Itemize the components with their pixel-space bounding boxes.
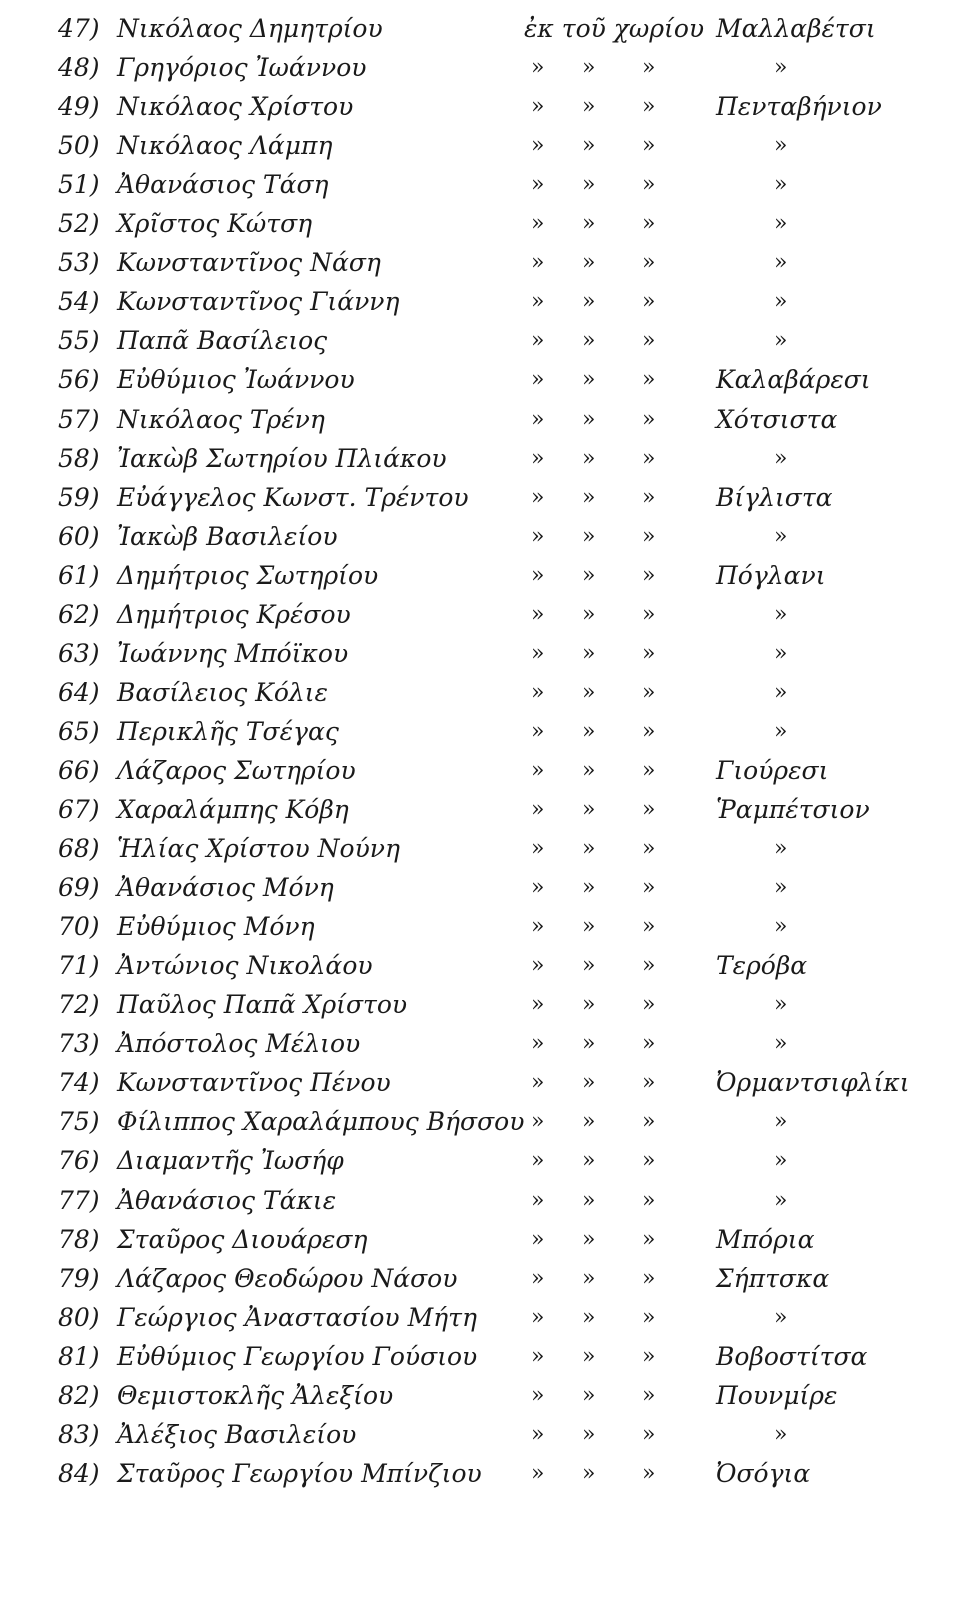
ditto-mark: » bbox=[531, 679, 545, 705]
ditto-mark: » bbox=[774, 55, 788, 81]
ditto-mark: » bbox=[642, 172, 656, 198]
ditto-mark: » bbox=[531, 1109, 545, 1135]
ditto-mark: » bbox=[774, 289, 788, 315]
ditto-mark: » bbox=[582, 1265, 596, 1291]
person-name: Βασίλειος Κόλιε bbox=[117, 677, 328, 707]
entry-number: 63) bbox=[58, 638, 100, 668]
list-item bbox=[0, 1415, 976, 1455]
ditto-mark: » bbox=[642, 1031, 656, 1057]
ditto-mark: » bbox=[642, 992, 656, 1018]
ditto-mark: » bbox=[642, 1382, 656, 1408]
person-name: Κωνσταντῖνος Πένου bbox=[117, 1068, 391, 1098]
ditto-mark: » bbox=[531, 1187, 545, 1213]
entry-number: 51) bbox=[58, 170, 100, 200]
ditto-mark: » bbox=[582, 562, 596, 588]
ditto-mark: » bbox=[642, 836, 656, 862]
ditto-mark: » bbox=[642, 94, 656, 120]
entry-number: 52) bbox=[58, 209, 100, 239]
ditto-mark: » bbox=[582, 992, 596, 1018]
person-name: Νικόλαος Λάμπη bbox=[117, 131, 333, 161]
ditto-mark: » bbox=[531, 172, 545, 198]
ditto-mark: » bbox=[582, 406, 596, 432]
person-name: Δημήτριος Κρέσου bbox=[117, 599, 351, 629]
village-name: Τερόβα bbox=[716, 951, 808, 981]
entry-number: 84) bbox=[58, 1458, 100, 1488]
list-item bbox=[0, 165, 976, 205]
list-item bbox=[0, 360, 976, 400]
person-name: Εὐθύμιος Μόνη bbox=[117, 912, 315, 942]
ditto-mark: » bbox=[531, 1148, 545, 1174]
person-name: Ἀλέξιος Βασιλείου bbox=[117, 1419, 357, 1449]
entry-number: 66) bbox=[58, 755, 100, 785]
entry-number: 76) bbox=[58, 1146, 100, 1176]
ditto-mark: » bbox=[582, 1382, 596, 1408]
person-name: Ἰωάννης Μπόϊκου bbox=[117, 638, 349, 668]
person-name: Διαμαντῆς Ἰωσήφ bbox=[117, 1146, 344, 1176]
ditto-mark: » bbox=[531, 445, 545, 471]
ditto-mark: » bbox=[582, 1070, 596, 1096]
ditto-mark: » bbox=[774, 718, 788, 744]
person-name: Λάζαρος Σωτηρίου bbox=[117, 755, 356, 785]
list-item bbox=[0, 1454, 976, 1494]
entry-number: 62) bbox=[58, 599, 100, 629]
list-item bbox=[0, 400, 976, 440]
entry-number: 73) bbox=[58, 1029, 100, 1059]
entry-number: 83) bbox=[58, 1419, 100, 1449]
list-item bbox=[0, 1220, 976, 1260]
village-name: Ὀσόγια bbox=[716, 1458, 811, 1488]
person-name: Γεώργιος Ἀναστασίου Μήτη bbox=[117, 1302, 477, 1332]
ditto-mark: » bbox=[774, 1109, 788, 1135]
ditto-mark: » bbox=[582, 250, 596, 276]
list-item bbox=[0, 946, 976, 986]
ditto-mark: » bbox=[582, 445, 596, 471]
ditto-mark: » bbox=[582, 94, 596, 120]
entry-number: 78) bbox=[58, 1224, 100, 1254]
ditto-mark: » bbox=[774, 133, 788, 159]
ditto-mark: » bbox=[582, 1109, 596, 1135]
ditto-mark: » bbox=[642, 875, 656, 901]
ditto-mark: » bbox=[582, 1343, 596, 1369]
entry-number: 69) bbox=[58, 873, 100, 903]
list-item bbox=[0, 1337, 976, 1377]
village-name: Ὀρμαντσιφλίκι bbox=[716, 1068, 910, 1098]
person-name: Εὐθύμιος Ἰωάννου bbox=[117, 365, 355, 395]
ditto-mark: » bbox=[582, 718, 596, 744]
ditto-mark: » bbox=[531, 55, 545, 81]
list-item bbox=[0, 1063, 976, 1103]
ditto-mark: » bbox=[531, 718, 545, 744]
entry-number: 60) bbox=[58, 521, 100, 551]
entry-number: 81) bbox=[58, 1341, 100, 1371]
ditto-mark: » bbox=[531, 757, 545, 783]
ditto-mark: » bbox=[642, 914, 656, 940]
person-name: Γρηγόριος Ἰωάννου bbox=[117, 53, 367, 83]
village-name: Ῥαμπέτσιον bbox=[716, 795, 870, 824]
ditto-mark: » bbox=[531, 94, 545, 120]
ditto-mark: » bbox=[642, 718, 656, 744]
entry-number: 77) bbox=[58, 1185, 100, 1215]
ditto-mark: » bbox=[582, 914, 596, 940]
person-name: Ἡλίας Χρίστου Νούνη bbox=[117, 834, 400, 864]
ditto-mark: » bbox=[582, 1421, 596, 1447]
person-name: Παπᾶ Βασίλειος bbox=[117, 326, 328, 356]
ditto-mark: » bbox=[531, 328, 545, 354]
entry-number: 65) bbox=[58, 716, 100, 746]
village-name: Πενταβήνιον bbox=[716, 92, 882, 122]
ditto-mark: » bbox=[531, 133, 545, 159]
entry-number: 49) bbox=[58, 92, 100, 122]
ditto-mark: » bbox=[774, 328, 788, 354]
ditto-mark: » bbox=[582, 289, 596, 315]
ditto-mark: » bbox=[642, 1421, 656, 1447]
ditto-mark: » bbox=[642, 250, 656, 276]
list-item bbox=[0, 1141, 976, 1181]
list-item bbox=[0, 243, 976, 283]
person-name: Σταῦρος Διουάρεση bbox=[117, 1224, 368, 1254]
ditto-mark: » bbox=[774, 1304, 788, 1330]
entry-number: 54) bbox=[58, 287, 100, 317]
entry-number: 71) bbox=[58, 951, 100, 981]
entry-number: 74) bbox=[58, 1068, 100, 1098]
person-name: Νικόλαος Χρίστου bbox=[117, 92, 354, 122]
ditto-mark: » bbox=[582, 367, 596, 393]
ditto-mark: » bbox=[582, 1460, 596, 1486]
list-item bbox=[0, 1298, 976, 1338]
person-name: Σταῦρος Γεωργίου Μπίνζιου bbox=[117, 1458, 482, 1488]
ditto-mark: » bbox=[642, 55, 656, 81]
ditto-mark: » bbox=[582, 601, 596, 627]
ditto-mark: » bbox=[582, 172, 596, 198]
ditto-mark: » bbox=[531, 836, 545, 862]
person-name: Ἀπόστολος Μέλιου bbox=[117, 1029, 361, 1059]
ditto-mark: » bbox=[774, 836, 788, 862]
entry-number: 58) bbox=[58, 443, 100, 473]
ditto-mark: » bbox=[582, 523, 596, 549]
ditto-mark: » bbox=[774, 1031, 788, 1057]
ditto-mark: » bbox=[774, 523, 788, 549]
ditto-mark: » bbox=[531, 992, 545, 1018]
ditto-mark: » bbox=[642, 133, 656, 159]
entry-number: 82) bbox=[58, 1380, 100, 1410]
list-item bbox=[0, 321, 976, 361]
list-item bbox=[0, 282, 976, 322]
person-name: Παῦλος Παπᾶ Χρίστου bbox=[117, 990, 408, 1020]
ditto-mark: » bbox=[642, 406, 656, 432]
village-name: Πόγλανι bbox=[716, 560, 826, 590]
village-name: Μαλλαβέτσι bbox=[716, 14, 876, 43]
list-item bbox=[0, 126, 976, 166]
village-name: Γιούρεσι bbox=[716, 755, 829, 785]
ditto-mark: » bbox=[531, 1265, 545, 1291]
origin-phrase: ἐκ τοῦ χωρίου bbox=[524, 14, 705, 43]
list-item bbox=[0, 439, 976, 479]
list-item bbox=[0, 673, 976, 713]
ditto-mark: » bbox=[642, 1109, 656, 1135]
person-name: Ἀθανάσιος Τάκιε bbox=[117, 1185, 337, 1215]
person-name: Κωνσταντῖνος Νάση bbox=[117, 248, 381, 278]
entry-number: 55) bbox=[58, 326, 100, 356]
ditto-mark: » bbox=[642, 1070, 656, 1096]
ditto-mark: » bbox=[582, 679, 596, 705]
ditto-mark: » bbox=[531, 1304, 545, 1330]
ditto-mark: » bbox=[582, 836, 596, 862]
ditto-mark: » bbox=[642, 797, 656, 822]
ditto-mark: » bbox=[531, 640, 545, 666]
ditto-mark: » bbox=[582, 875, 596, 901]
ditto-mark: » bbox=[642, 757, 656, 783]
person-name: Θεμιστοκλῆς Ἀλεξίου bbox=[117, 1380, 394, 1410]
list-item bbox=[0, 556, 976, 596]
list-item bbox=[0, 1259, 976, 1299]
ditto-mark: » bbox=[531, 562, 545, 588]
ditto-mark: » bbox=[582, 640, 596, 666]
village-name: Μπόρια bbox=[716, 1224, 815, 1254]
list-item bbox=[0, 712, 976, 752]
ditto-mark: » bbox=[774, 992, 788, 1018]
list-item bbox=[0, 517, 976, 557]
entry-number: 72) bbox=[58, 990, 100, 1020]
ditto-mark: » bbox=[582, 484, 596, 510]
ditto-mark: » bbox=[582, 1148, 596, 1174]
entry-number: 57) bbox=[58, 404, 100, 434]
ditto-mark: » bbox=[642, 1148, 656, 1174]
ditto-mark: » bbox=[582, 55, 596, 81]
person-name: Λάζαρος Θεοδώρου Νάσου bbox=[117, 1263, 458, 1293]
ditto-mark: » bbox=[531, 211, 545, 237]
ditto-mark: » bbox=[642, 1226, 656, 1252]
entry-number: 70) bbox=[58, 912, 100, 942]
ditto-mark: » bbox=[582, 328, 596, 354]
ditto-mark: » bbox=[531, 875, 545, 901]
ditto-mark: » bbox=[642, 1265, 656, 1291]
ditto-mark: » bbox=[774, 914, 788, 940]
ditto-mark: » bbox=[531, 1343, 545, 1369]
list-item bbox=[0, 1376, 976, 1416]
village-name: Βοβοστίτσα bbox=[716, 1341, 868, 1371]
ditto-mark: » bbox=[531, 601, 545, 627]
ditto-mark: » bbox=[774, 250, 788, 276]
ditto-mark: » bbox=[531, 1070, 545, 1096]
ditto-mark: » bbox=[531, 484, 545, 510]
ditto-mark: » bbox=[642, 328, 656, 354]
person-name: Ἀθανάσιος Μόνη bbox=[117, 873, 334, 903]
list-item bbox=[0, 48, 976, 88]
person-name: Περικλῆς Τσέγας bbox=[117, 716, 339, 746]
ditto-mark: » bbox=[582, 1187, 596, 1213]
ditto-mark: » bbox=[774, 601, 788, 627]
list-item bbox=[0, 907, 976, 947]
ditto-mark: » bbox=[774, 679, 788, 705]
village-name: Χότσιστα bbox=[716, 404, 838, 434]
ditto-mark: » bbox=[531, 953, 545, 979]
entry-number: 47) bbox=[58, 14, 100, 43]
ditto-mark: » bbox=[531, 406, 545, 432]
ditto-mark: » bbox=[642, 523, 656, 549]
ditto-mark: » bbox=[582, 1031, 596, 1057]
entry-number: 61) bbox=[58, 560, 100, 590]
ditto-mark: » bbox=[774, 1148, 788, 1174]
ditto-mark: » bbox=[531, 523, 545, 549]
person-name: Εὐάγγελος Κωνστ. Τρέντου bbox=[117, 482, 469, 512]
entry-number: 68) bbox=[58, 834, 100, 864]
person-name: Ἰακὼβ Βασιλείου bbox=[117, 521, 338, 551]
village-name: Βίγλιστα bbox=[716, 482, 833, 512]
list-item bbox=[0, 790, 976, 830]
list-item bbox=[0, 829, 976, 869]
village-name: Καλαβάρεσι bbox=[716, 365, 871, 395]
person-name: Κωνσταντῖνος Γιάννη bbox=[117, 287, 400, 317]
entry-number: 53) bbox=[58, 248, 100, 278]
ditto-mark: » bbox=[531, 1031, 545, 1057]
ditto-mark: » bbox=[531, 914, 545, 940]
ditto-mark: » bbox=[774, 1421, 788, 1447]
list-item bbox=[0, 595, 976, 635]
entry-number: 67) bbox=[58, 795, 100, 824]
ditto-mark: » bbox=[531, 1421, 545, 1447]
list-item bbox=[0, 751, 976, 791]
list-item bbox=[0, 478, 976, 518]
ditto-mark: » bbox=[531, 289, 545, 315]
entry-number: 75) bbox=[58, 1107, 100, 1137]
ditto-mark: » bbox=[582, 1226, 596, 1252]
ditto-mark: » bbox=[774, 445, 788, 471]
person-name: Ἀντώνιος Νικολάου bbox=[117, 951, 373, 981]
person-name: Ἀθανάσιος Τάση bbox=[117, 170, 329, 200]
ditto-mark: » bbox=[582, 211, 596, 237]
entry-number: 79) bbox=[58, 1263, 100, 1293]
ditto-mark: » bbox=[582, 797, 596, 822]
ditto-mark: » bbox=[774, 172, 788, 198]
list-item bbox=[0, 9, 976, 49]
village-name: Πουνμίρε bbox=[716, 1380, 838, 1410]
entry-number: 64) bbox=[58, 677, 100, 707]
ditto-mark: » bbox=[642, 211, 656, 237]
person-name: Εὐθύμιος Γεωργίου Γούσιου bbox=[117, 1341, 478, 1371]
ditto-mark: » bbox=[774, 875, 788, 901]
ditto-mark: » bbox=[531, 1382, 545, 1408]
list-item bbox=[0, 985, 976, 1025]
ditto-mark: » bbox=[531, 1226, 545, 1252]
ditto-mark: » bbox=[582, 133, 596, 159]
ditto-mark: » bbox=[642, 953, 656, 979]
list-item bbox=[0, 634, 976, 674]
person-name: Νικόλαος Δημητρίου bbox=[117, 14, 383, 43]
person-name: Ἰακὼβ Σωτηρίου Πλιάκου bbox=[117, 443, 447, 473]
person-name: Δημήτριος Σωτηρίου bbox=[117, 560, 379, 590]
ditto-mark: » bbox=[642, 289, 656, 315]
ditto-mark: » bbox=[582, 953, 596, 979]
ditto-mark: » bbox=[642, 484, 656, 510]
ditto-mark: » bbox=[642, 1343, 656, 1369]
ditto-mark: » bbox=[642, 601, 656, 627]
ditto-mark: » bbox=[642, 1187, 656, 1213]
ditto-mark: » bbox=[582, 1304, 596, 1330]
person-name: Χαραλάμπης Κόβη bbox=[117, 795, 349, 824]
list-item bbox=[0, 1102, 976, 1142]
list-item bbox=[0, 1024, 976, 1064]
ditto-mark: » bbox=[642, 445, 656, 471]
ditto-mark: » bbox=[531, 367, 545, 393]
ditto-mark: » bbox=[642, 367, 656, 393]
ditto-mark: » bbox=[774, 640, 788, 666]
person-name: Νικόλαος Τρένη bbox=[117, 404, 325, 434]
ditto-mark: » bbox=[774, 1187, 788, 1213]
list-item bbox=[0, 204, 976, 244]
person-name: Χρῖστος Κώτση bbox=[117, 209, 313, 239]
ditto-mark: » bbox=[531, 250, 545, 276]
ditto-mark: » bbox=[774, 211, 788, 237]
ditto-mark: » bbox=[582, 757, 596, 783]
ditto-mark: » bbox=[642, 640, 656, 666]
person-name: Φίλιππος Χαραλάμπους Βήσσου bbox=[117, 1107, 525, 1137]
ditto-mark: » bbox=[531, 797, 545, 822]
list-item bbox=[0, 1181, 976, 1221]
entry-number: 48) bbox=[58, 53, 100, 83]
entry-number: 56) bbox=[58, 365, 100, 395]
list-item bbox=[0, 87, 976, 127]
ditto-mark: » bbox=[642, 562, 656, 588]
ditto-mark: » bbox=[642, 1460, 656, 1486]
village-name: Σήπτσκα bbox=[716, 1263, 830, 1293]
entry-number: 59) bbox=[58, 482, 100, 512]
list-item bbox=[0, 868, 976, 908]
entry-number: 50) bbox=[58, 131, 100, 161]
entry-number: 80) bbox=[58, 1302, 100, 1332]
ditto-mark: » bbox=[642, 1304, 656, 1330]
ditto-mark: » bbox=[531, 1460, 545, 1486]
ditto-mark: » bbox=[642, 679, 656, 705]
